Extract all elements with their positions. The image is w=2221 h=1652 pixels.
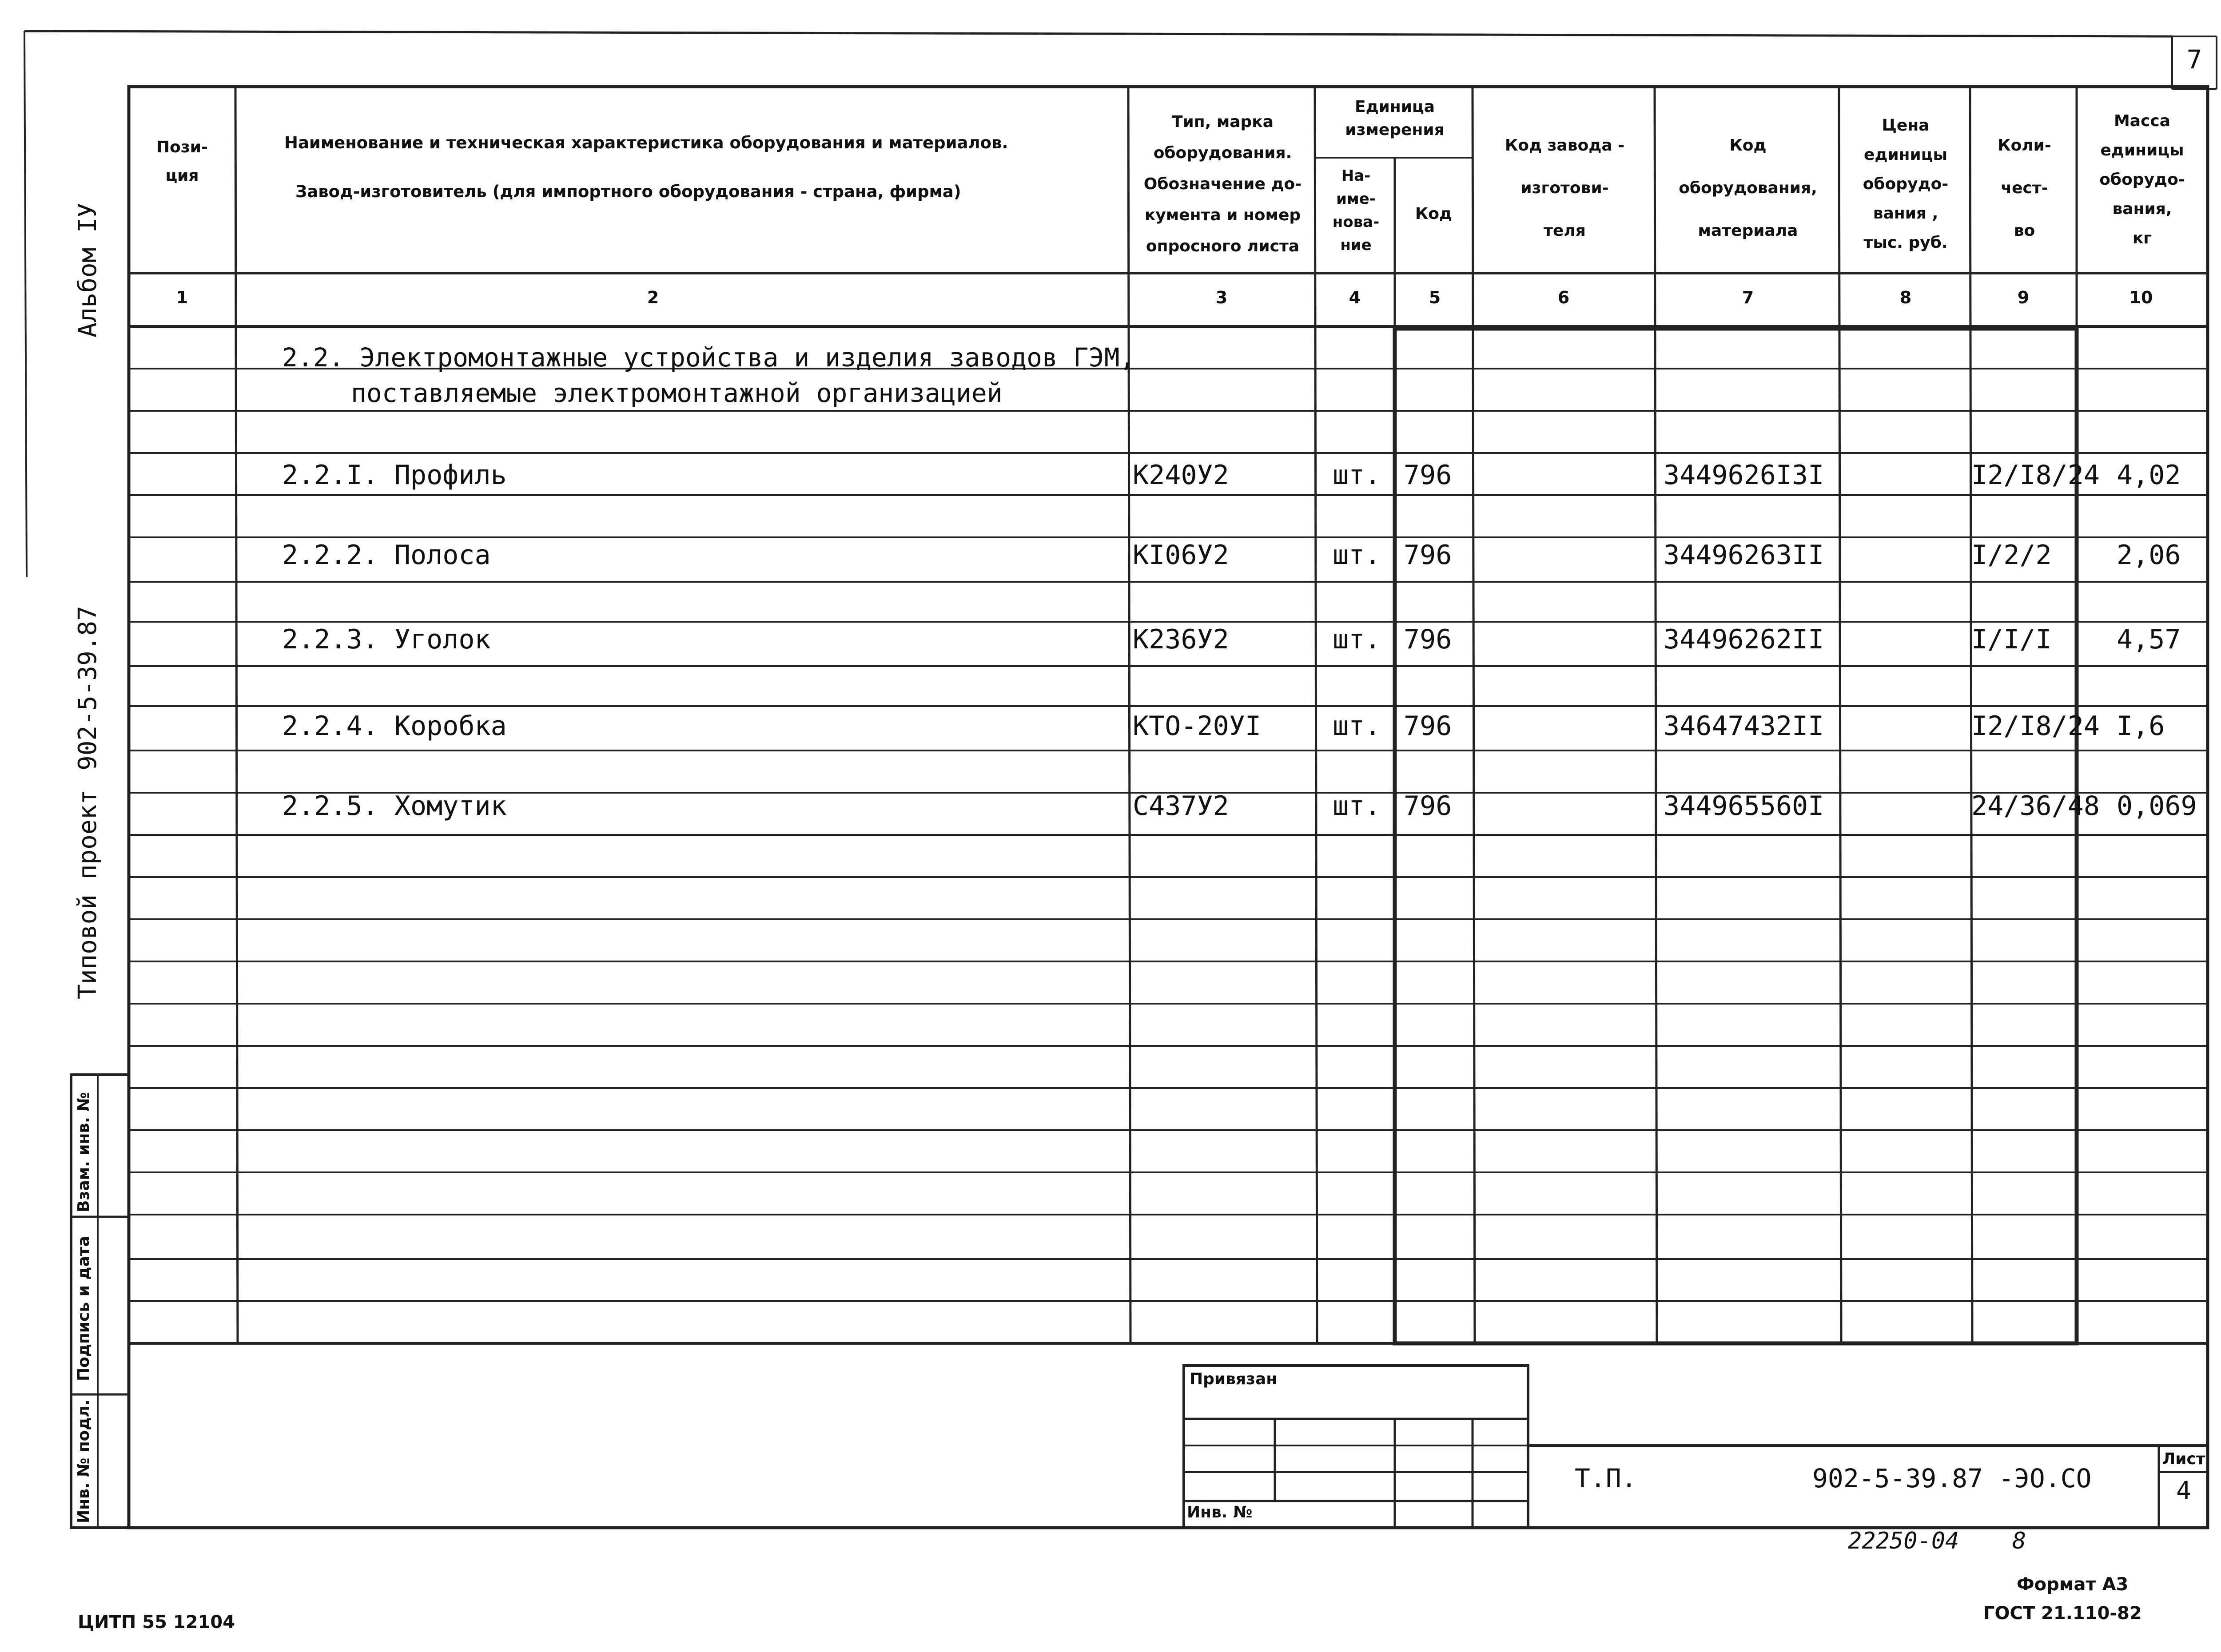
stamp-orig-inv: Инв. № подл. [75,1399,93,1523]
header-col8 [1841,111,1970,258]
row-name: 2.2.5. Хомутик [282,790,507,822]
header-col2-line1: Наименование и техническая характеристика оборудования и материалов. [284,133,1008,152]
header-col10-line3: оборудо- [2099,171,2185,189]
header-col9-line3: во [2014,222,2035,240]
header-col8-line4: вания , [1873,204,1938,222]
row-unit-code: 796 [1404,460,1452,491]
header-col6-line1: Код завода - [1505,136,1625,155]
row-quantity: I/2/2 [1971,540,2052,571]
row-mass: 2,06 [2117,540,2181,571]
row-unit: шт. [1333,790,1381,822]
row-unit: шт. [1333,540,1381,571]
sheet-label: Лист [2162,1450,2205,1468]
header-col4-line4: ние [1340,236,1372,254]
header-col4-line1: На- [1341,167,1371,185]
document-code: 902-5-39.87 -ЭО.СО [1812,1463,2092,1493]
col-number-2: 2 [647,288,659,307]
header-col1-line2: ция [165,167,199,185]
header-col6-line3: теля [1544,222,1586,240]
header-col9-line1: Коли- [1998,136,2051,155]
row-quantity: I/I/I [1971,624,2052,655]
col-number-6: 6 [1557,288,1570,307]
header-col9-line2: чест- [2001,179,2048,197]
row-mass: I,6 [2117,711,2165,742]
header-col10-line5: кг [2132,229,2152,247]
col-number-4: 4 [1349,288,1361,307]
col-number-10: 10 [2129,288,2153,307]
col-number-5: 5 [1429,288,1441,307]
inv-no-label: Инв. № [1187,1503,1253,1521]
header-col8-line5: тыс. руб. [1863,234,1948,252]
col-number-8: 8 [1899,288,1912,307]
handwritten-number: 22250-04 [1848,1528,1959,1554]
header-unit-line2: измерения [1345,121,1445,139]
header-col3-line1: Тип, марка [1171,113,1274,131]
row-type: КI06У2 [1133,540,1229,571]
section-title-line1: 2.2. Электромонтажные устройства и изделия заводов ГЭМ, [282,342,1135,373]
header-col6-line2: изготови- [1520,179,1609,197]
row-material-code: 34496263II [1664,540,1824,571]
header-col4-line2: име- [1336,190,1376,208]
header-col4 [1317,164,1395,257]
header-col8-line3: оборудо- [1863,175,1949,193]
header-col3-line5: опросного листа [1146,237,1300,255]
header-col3-line3: Обозначение до- [1143,175,1302,193]
row-unit-code: 796 [1404,711,1452,742]
row-quantity: 24/36/48 [1971,790,2100,822]
row-name: 2.2.4. Коробка [282,711,507,742]
header-col7-line3: материала [1698,222,1798,240]
header-col4-line3: нова- [1332,213,1380,231]
header-col8-line2: единицы [1863,146,1948,164]
handwritten-number-2: 8 [2012,1528,2026,1554]
stamp-replace-inv: Взам. инв. № [75,1092,93,1212]
printer-code: ЦИТП 55 12104 [78,1612,235,1632]
tp-label: Т.П. [1575,1463,1637,1493]
row-name: 2.2.2. Полоса [282,540,491,571]
row-unit: шт. [1333,624,1381,655]
header-unit-line1: Единица [1355,98,1435,116]
row-mass: 4,57 [2117,624,2181,655]
header-col7-line1: Код [1729,136,1767,155]
header-col7 [1657,124,1839,252]
row-name: 2.2.3. Уголок [282,624,491,655]
header-col8-line1: Цена [1882,116,1930,135]
sheet-number: 4 [2176,1477,2191,1505]
header-col7-line2: оборудования, [1679,179,1817,197]
project-code-side: 902-5-39.87 [73,606,102,770]
row-material-code: 34496262II [1664,624,1824,655]
row-unit: шт. [1333,460,1381,491]
header-col10-line4: вания, [2112,200,2172,218]
row-unit-code: 796 [1404,790,1452,822]
row-mass: 4,02 [2117,460,2181,491]
header-col2-line2: Завод-изготовитель (для импортного оборудования - страна, фирма) [295,182,961,201]
col-number-3: 3 [1215,288,1228,307]
header-unit-group [1317,95,1473,142]
paper-format: Формат А3 [2017,1574,2129,1595]
stamp-sign-date: Подпись и дата [75,1236,93,1381]
header-col1-line1: Пози- [156,138,208,156]
header-col9 [1972,124,2077,252]
sheet-number-top: 7 [2186,44,2202,75]
row-type: К236У2 [1133,624,1229,655]
bound-label: Привязан [1190,1370,1278,1388]
header-col10 [2077,107,2208,253]
row-type: К240У2 [1133,460,1229,491]
row-type: КТО-20УI [1133,711,1261,742]
row-quantity: I2/I8/24 [1971,460,2100,491]
row-material-code: 3449626I3I [1664,460,1824,491]
section-title-line2: поставляемые электромонтажной организацией [351,378,1003,408]
sheet-left-border [24,31,27,577]
header-col3 [1130,107,1315,262]
row-mass: 0,069 [2117,790,2197,822]
album-label: Альбом IУ [73,203,102,338]
header-col1 [129,133,235,190]
header-col10-line2: единицы [2100,141,2184,159]
row-unit-code: 796 [1404,540,1452,571]
row-material-code: 344965560I [1664,790,1824,822]
row-material-code: 34647432II [1664,711,1824,742]
row-quantity: I2/I8/24 [1971,711,2100,742]
project-type-side: Типовой проект [73,789,102,999]
gost-reference: ГОСТ 21.110-82 [1983,1603,2142,1624]
header-col10-line1: Масса [2114,112,2171,130]
row-unit-code: 796 [1404,624,1452,655]
row-unit: шт. [1333,711,1381,742]
row-name: 2.2.I. Профиль [282,460,507,491]
header-col6 [1475,124,1655,252]
row-type: С437У2 [1133,790,1229,822]
sheet-top-border [24,31,2172,36]
header-col5: Код [1415,205,1453,223]
col-number-9: 9 [2017,288,2030,307]
header-col3-line2: оборудования. [1153,144,1292,162]
col-number-7: 7 [1742,288,1754,307]
col-number-1: 1 [176,288,188,307]
header-col3-line4: кумента и номер [1144,206,1301,224]
